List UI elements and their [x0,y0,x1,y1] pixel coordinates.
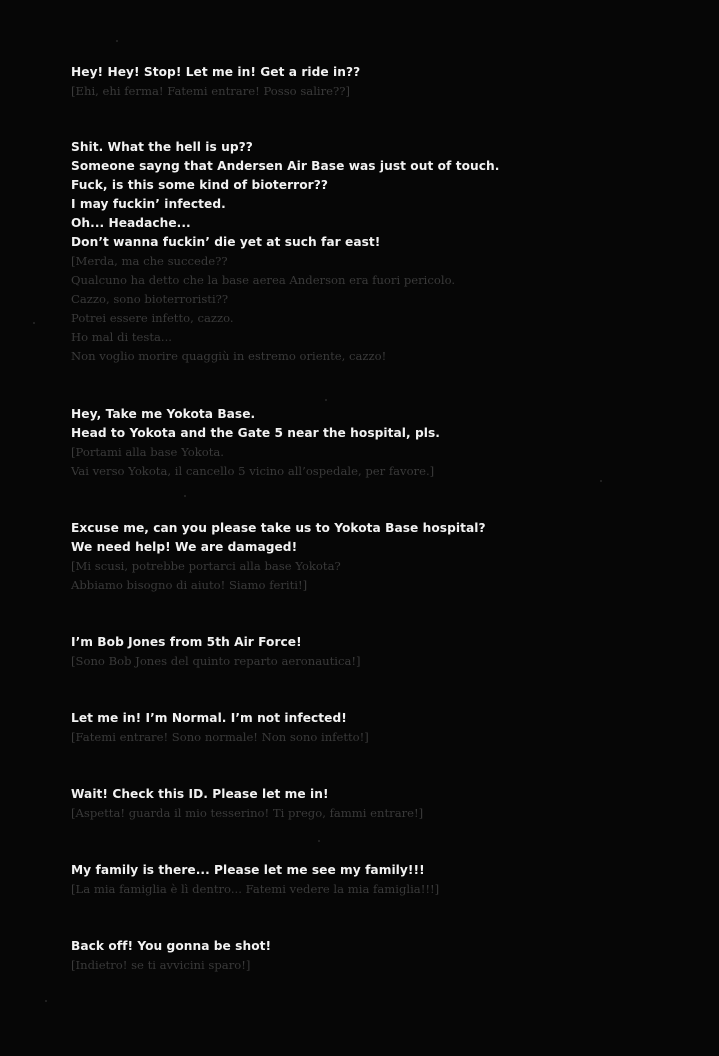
scan-speck [600,480,602,482]
english-line: Head to Yokota and the Gate 5 near the hospital, pls. [71,426,440,440]
italian-line: Vai verso Yokota, il cancello 5 vicino all’ospedale, per favore.] [71,464,435,478]
italian-line: [Aspetta! guarda il mio tesserino! Ti prego, fammi entrare!] [71,806,424,820]
english-line: We need help! We are damaged! [71,540,298,554]
italian-line: [Ehi, ehi ferma! Fatemi entrare! Posso salire??] [71,84,350,98]
dialogue-block [71,405,711,481]
scan-speck [116,40,118,42]
english-line: Back off! You gonna be shot! [71,939,272,953]
dialogue-block [71,633,711,671]
english-line: I may fuckin’ infected. [71,197,226,211]
dialogue-block [71,138,711,366]
italian-line: [Indietro! se ti avvicini sparo!] [71,958,251,972]
english-line: My family is there... Please let me see my family!!! [71,863,425,877]
english-line: Wait! Check this ID. Please let me in! [71,787,329,801]
italian-line: Qualcuno ha detto che la base aerea Anderson era fuori pericolo. [71,273,456,287]
english-line: Let me in! I’m Normal. I’m not infected! [71,711,347,725]
scan-speck [45,1000,47,1002]
scan-speck [184,495,186,497]
italian-line: [Fatemi entrare! Sono normale! Non sono infetto!] [71,730,369,744]
italian-line: Abbiamo bisogno di aiuto! Siamo feriti!] [71,578,308,592]
english-line: Shit. What the hell is up?? [71,140,253,154]
english-line: Hey, Take me Yokota Base. [71,407,256,421]
english-line: Hey! Hey! Stop! Let me in! Get a ride in?? [71,65,361,79]
dialogue-block [71,785,711,823]
italian-line: [Mi scusi, potrebbe portarci alla base Yokota? [71,559,341,573]
english-line: Oh... Headache... [71,216,191,230]
english-line: I’m Bob Jones from 5th Air Force! [71,635,302,649]
italian-line: [Merda, ma che succede?? [71,254,228,268]
italian-line: Ho mal di testa... [71,330,172,344]
english-line: Someone sayng that Andersen Air Base was just out of touch. [71,159,500,173]
italian-line: Cazzo, sono bioterroristi?? [71,292,229,306]
italian-line: [Portami alla base Yokota. [71,445,224,459]
italian-line: [Sono Bob Jones del quinto reparto aeronautica!] [71,654,361,668]
scan-speck [325,399,327,401]
english-line: Excuse me, can you please take us to Yokota Base hospital? [71,521,486,535]
italian-line: Potrei essere infetto, cazzo. [71,311,234,325]
dialogue-block [71,861,711,899]
english-line: Don’t wanna fuckin’ die yet at such far east! [71,235,381,249]
italian-line: [La mia famiglia è lì dentro... Fatemi vedere la mia famiglia!!!] [71,882,440,896]
dialogue-block [71,63,711,101]
dialogue-block [71,709,711,747]
dialogue-block [71,519,711,595]
dialogue-block [71,937,711,975]
english-line: Fuck, is this some kind of bioterror?? [71,178,328,192]
scan-speck [318,840,320,842]
scan-speck [33,322,35,324]
italian-line: Non voglio morire quaggiù in estremo oriente, cazzo! [71,349,387,363]
